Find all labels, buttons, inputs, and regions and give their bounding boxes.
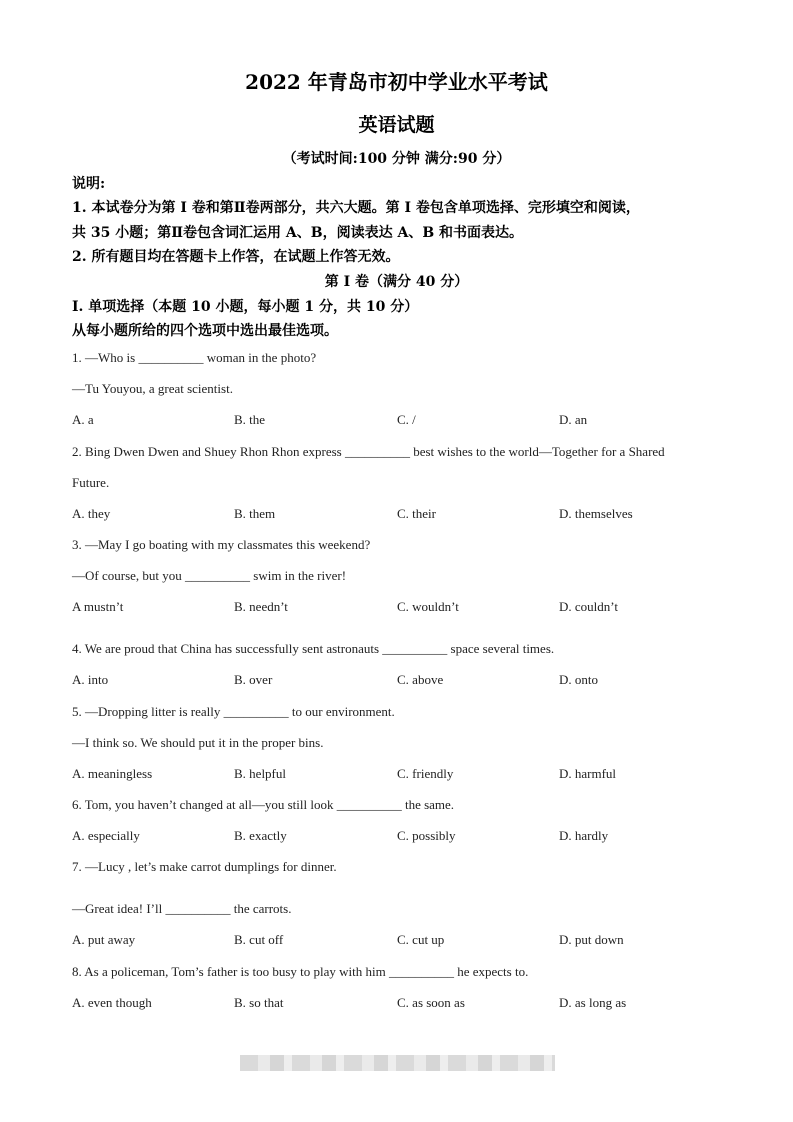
question-3-option-d: D. couldn’t	[559, 599, 618, 614]
question-1-answer-line: —Tu Youyou, a great scientist.	[72, 381, 233, 396]
question-8-option-b: B. so that	[234, 995, 284, 1010]
question-7-option-d: D. put down	[559, 932, 624, 947]
question-6-option-c: C. possibly	[397, 828, 456, 843]
question-3-option-c: C. wouldn’t	[397, 599, 459, 614]
question-1-option-a: A. a	[72, 412, 94, 427]
question-2-option-c: C. their	[397, 506, 436, 521]
instructions-heading: 说明:	[72, 176, 106, 192]
question-1-option-d: D. an	[559, 412, 588, 427]
question-6-option-a: A. especially	[72, 828, 140, 843]
question-7-option-b: B. cut off	[234, 932, 284, 947]
question-4-option-c: C. above	[397, 672, 444, 687]
part-directions: 从每小题所给的四个选项中选出最佳选项。	[72, 323, 338, 339]
question-6-stem: 6. Tom, you haven’t changed at all—you still look __________ the same.	[72, 797, 455, 812]
question-7-answer-line: —Great idea! I’ll __________ the carrots.	[72, 901, 292, 916]
question-4-option-a: A. into	[72, 672, 109, 687]
blurred-watermark	[240, 1055, 555, 1071]
instructions-line-3: 2. 所有题目均在答题卡上作答，在试题上作答无效。	[72, 249, 400, 265]
question-4-option-b: B. over	[234, 672, 273, 687]
volume-title: 第 I 卷（满分 40 分）	[324, 274, 469, 290]
question-7-option-a: A. put away	[72, 932, 136, 947]
question-8-stem: 8. As a policeman, Tom’s father is too busy to play with him __________ he expects to.	[72, 964, 529, 979]
question-7-option-c: C. cut up	[397, 932, 445, 947]
exam-subtitle: 英语试题	[358, 114, 435, 136]
question-3-option-b: B. needn’t	[234, 599, 288, 614]
question-5-stem: 5. —Dropping litter is really __________ to our environment.	[72, 704, 395, 719]
question-3-answer-line: —Of course, but you __________ swim in the river!	[72, 568, 347, 583]
question-8-option-c: C. as soon as	[397, 995, 465, 1010]
question-7-stem: 7. —Lucy , let’s make carrot dumplings for dinner.	[72, 859, 337, 874]
question-3-stem: 3. —May I go boating with my classmates this weekend?	[72, 537, 371, 552]
question-1-option-b: B. the	[234, 412, 266, 427]
question-5-answer-line: —I think so. We should put it in the proper bins.	[72, 735, 324, 750]
question-5-option-c: C. friendly	[397, 766, 454, 781]
question-8-option-d: D. as long as	[559, 995, 627, 1010]
question-5-option-a: A. meaningless	[72, 766, 153, 781]
question-5-option-b: B. helpful	[234, 766, 286, 781]
question-2-stem: 2. Bing Dwen Dwen and Shuey Rhon Rhon express __________ best wishes to the world—Together for a Shared	[72, 444, 665, 459]
question-6-option-d: D. hardly	[559, 828, 609, 843]
question-4-stem: 4. We are proud that China has successfully sent astronauts __________ space several times.	[72, 641, 555, 656]
question-1-option-c: C. /	[397, 412, 416, 427]
instructions-line-1: 1. 本试卷分为第 I 卷和第Ⅱ卷两部分，共六大题。第 I 卷包含单项选择、完形填空和阅读，	[72, 200, 640, 216]
question-5-option-d: D. harmful	[559, 766, 617, 781]
exam-info: （考试时间:100 分钟 满分:90 分）	[282, 151, 511, 167]
question-2-option-a: A. they	[72, 506, 111, 521]
question-2-stem-continued: Future.	[72, 475, 110, 490]
part-title: I. 单项选择（本题 10 小题，每小题 1 分，共 10 分）	[72, 299, 419, 315]
question-8-option-a: A. even though	[72, 995, 152, 1010]
question-2-option-d: D. themselves	[559, 506, 633, 521]
instructions-line-2: 共 35 小题；第Ⅱ卷包含词汇运用 A、B，阅读表达 A、B 和书面表达。	[72, 225, 524, 241]
question-3-option-a: A mustn’t	[72, 599, 124, 614]
question-6-option-b: B. exactly	[234, 828, 287, 843]
question-2-option-b: B. them	[234, 506, 276, 521]
exam-title: 2022 年青岛市初中学业水平考试	[245, 70, 548, 94]
question-4-option-d: D. onto	[559, 672, 598, 687]
question-1-stem: 1. —Who is __________ woman in the photo?	[72, 350, 317, 365]
